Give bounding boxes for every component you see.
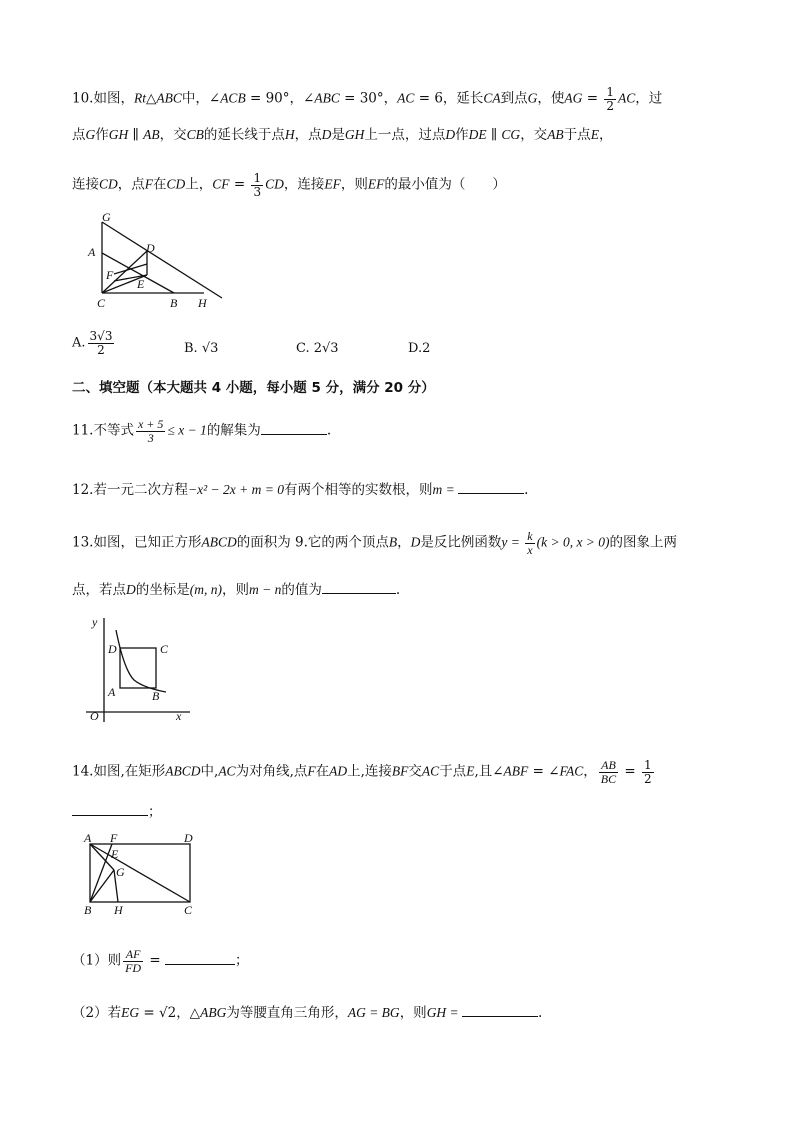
label-a: A [88, 245, 96, 259]
q13-answer-blank[interactable] [322, 581, 396, 594]
q10-line3 [72, 172, 506, 198]
q10-text: 作 [95, 127, 109, 143]
q10-de: DE [468, 127, 487, 142]
q13-text: 的坐标是 [135, 582, 190, 598]
q10-ca: CA [483, 90, 501, 106]
q10-figure [86, 212, 228, 310]
line-bf [90, 844, 112, 902]
q10-d: D [321, 127, 332, 142]
q10-text: 上， [185, 176, 213, 193]
fraction-denominator: x [527, 542, 533, 557]
q11-expression: ≤ x − 1 [167, 422, 207, 438]
q14-p1-answer-blank[interactable] [165, 952, 235, 965]
q11-fraction [136, 418, 165, 444]
line-bg [90, 870, 114, 902]
q14-bf: BF [391, 763, 409, 779]
q14-f: F [307, 763, 316, 779]
q10-g: G [85, 127, 96, 142]
q13-line1 [72, 530, 677, 556]
q12-answer-blank[interactable] [458, 481, 524, 494]
q11-line [72, 418, 331, 444]
label-e: E [111, 847, 119, 861]
fraction-numerator: AF [123, 948, 143, 962]
q10-e: E [590, 127, 599, 142]
q14-ac: AC [421, 763, 440, 779]
q10-text: = 30°， [339, 90, 398, 107]
q14-text: 交 [408, 763, 422, 780]
q10-equals: = [229, 176, 250, 193]
q10-text: 连接 [72, 176, 99, 193]
label-g: G [102, 212, 111, 224]
q10-ac: AC [617, 90, 636, 106]
q10-parallel: ∥ [128, 127, 144, 143]
q14-p1-fraction [123, 948, 143, 974]
q14-ratio-fraction [599, 759, 618, 785]
q14-value-fraction [642, 759, 654, 785]
q10-cd: CD [99, 176, 118, 192]
fraction-numerator: 1 [253, 171, 262, 185]
q14-text: 中, [200, 763, 219, 780]
q10-text: 作 [455, 127, 469, 143]
q13-b: B [388, 534, 398, 550]
q13-text: ， [397, 534, 411, 551]
option-b: B. √3 [184, 341, 219, 356]
q14-text: ,且∠ [474, 763, 504, 780]
q14-p2-text: ，则 [399, 1005, 427, 1021]
q13-text: 的面积为 9.它的两个顶点 [236, 534, 389, 551]
fraction-denominator: 2 [97, 342, 105, 357]
q10-abc: ABC [156, 90, 182, 106]
q14-text: = ∠ [528, 763, 560, 780]
fraction-numerator: 1 [606, 85, 614, 99]
q13-figure [80, 612, 200, 728]
label-g: G [116, 865, 125, 879]
q10-equals: = [582, 90, 603, 107]
q10-text: ，点 [117, 176, 145, 193]
q10-gh: GH [108, 127, 129, 142]
q10-abc: ABC [314, 90, 340, 106]
q10-text: 于点 [563, 127, 591, 143]
q14-text: 于点 [439, 763, 467, 780]
q13-text: 是反比例函数 [420, 534, 502, 551]
q13-text: 点，若点 [72, 582, 126, 598]
q13-text: 的值为 [281, 582, 322, 598]
q14-p1-text: （1）则 [72, 952, 122, 969]
fraction-numerator: 3√3 [89, 329, 113, 343]
q10-ab: AB [143, 127, 160, 142]
q10-cd: CD [265, 176, 284, 192]
q10-ac: AC [397, 90, 415, 106]
q13-abcd: ABCD [201, 534, 237, 550]
q12-line [72, 481, 528, 498]
q10-text: ，使 [537, 90, 565, 107]
q10-text: 的最小值为（ ） [384, 176, 506, 193]
q11-text: 的解集为 [206, 422, 261, 439]
label-f: F [106, 268, 114, 282]
label-d: D [146, 241, 155, 255]
q14-p2-text: （2）若 [72, 1005, 122, 1021]
q10-third-fraction [251, 172, 263, 198]
q10-cb: CB [186, 127, 204, 142]
q10-text: 上一点，过点 [364, 127, 446, 143]
q10-text: ，交 [520, 127, 548, 143]
q10-text: ， [598, 127, 613, 143]
q10-text: ，交 [159, 127, 187, 143]
q14-abg: ABG [200, 1005, 227, 1020]
q10-text: 10.如图， [72, 90, 134, 107]
fraction-denominator: 2 [644, 771, 652, 786]
q11-answer-blank[interactable] [261, 422, 327, 435]
q14-fac: FAC [559, 763, 584, 779]
q14-answer-blank[interactable] [72, 803, 148, 816]
q12-text: 12.若一元二次方程 [72, 482, 188, 498]
option-c: C. 2√3 [296, 341, 339, 356]
q14-p2-answer-blank[interactable] [462, 1004, 538, 1017]
q10-text: 是 [331, 127, 345, 143]
label-a: A [84, 834, 92, 845]
label-b: B [152, 689, 160, 703]
q10-text: ，连接 [283, 176, 325, 193]
q10-ef: EF [324, 176, 341, 192]
fraction-numerator: x + 5 [137, 417, 164, 431]
option-a-label: A. [72, 335, 86, 351]
q12-m: m = [432, 482, 459, 497]
q14-text: ， [583, 763, 597, 780]
label-x: x [176, 709, 182, 723]
q13-text: 的图象上两 [609, 534, 678, 551]
q14-text: 在 [315, 763, 330, 780]
q10-line2 [72, 128, 612, 143]
line-aux [114, 264, 147, 274]
q14-p2-text: ，△ [176, 1005, 201, 1021]
fraction-denominator: FD [125, 960, 142, 975]
q10-ab: AB [547, 127, 564, 142]
option-a-fraction [88, 330, 115, 356]
q10-text: ，过 [635, 90, 663, 107]
q10-line1 [72, 86, 662, 112]
label-h: H [114, 903, 123, 916]
label-c: C [184, 903, 193, 916]
q12-text: 有两个相等的实数根，则 [283, 482, 433, 498]
q14-p2-text: . [538, 1005, 543, 1021]
q13-condition: (k > 0, x > 0) [536, 534, 610, 550]
q10-gh: GH [344, 127, 365, 142]
q10-text: 在 [153, 176, 167, 193]
q10-text: 到点 [500, 90, 528, 107]
q14-text: 14.如图,在矩形 [72, 763, 166, 780]
label-h: H [198, 296, 207, 310]
label-b: B [170, 296, 178, 310]
q14-figure [80, 834, 198, 916]
q13-expression: m − n [249, 582, 282, 597]
q13-coordinates: (m, n) [189, 582, 222, 597]
q13-d: D [410, 534, 421, 550]
q10-text: ，点 [294, 127, 322, 143]
q13-text: ，则 [222, 582, 249, 598]
fraction-denominator: 2 [606, 98, 614, 113]
q14-part1 [72, 948, 249, 974]
q10-d: D [445, 127, 456, 142]
section-heading: 二、填空题（本大题共 4 小题，每小题 5 分，满分 20 分） [72, 380, 435, 396]
q14-abcd: ABCD [165, 763, 201, 779]
q10-half-fraction [604, 86, 616, 112]
q14-line2 [72, 803, 162, 820]
q14-part2 [72, 1004, 542, 1021]
q14-equals: = [620, 763, 641, 780]
fraction-numerator: AB [599, 759, 618, 773]
q11-text: . [326, 422, 332, 439]
label-o: O [90, 709, 99, 723]
q10-text: 点 [72, 127, 86, 143]
q14-text: 上,连接 [347, 763, 392, 780]
q10-text: = 6，延长 [414, 90, 484, 107]
q10-rt: Rt [133, 90, 146, 106]
q14-text: 为对角线,点 [235, 763, 308, 780]
q14-text: ； [148, 804, 162, 820]
fraction-numerator: k [527, 529, 533, 543]
label-a: A [108, 685, 116, 699]
fraction-denominator: BC [600, 771, 617, 786]
label-b: B [84, 903, 92, 916]
label-d: D [184, 834, 193, 845]
label-c: C [97, 296, 106, 310]
q14-ac: AC [218, 763, 236, 779]
q13-y: y = [501, 534, 524, 550]
q13-text: . [395, 582, 401, 598]
q14-e: E [466, 763, 475, 779]
q14-gh: GH = [426, 1005, 463, 1020]
label-f: F [110, 834, 118, 845]
q10-text: = 90°，∠ [245, 90, 315, 107]
q11-text: 11.不等式 [72, 422, 134, 439]
q13-d: D [126, 582, 136, 597]
q10-parallel: ∥ [486, 127, 502, 143]
label-d: D [108, 642, 117, 656]
q10-cg: CG [501, 127, 521, 142]
q10-ef: EF [367, 176, 385, 192]
q10-h: H [284, 127, 295, 142]
q10-cd: CD [166, 176, 186, 192]
q14-eg: EG [121, 1005, 140, 1020]
option-d: D.2 [408, 341, 431, 356]
q12-equation: −x² − 2x + m = 0 [187, 482, 284, 497]
q13-text: 13.如图，已知正方形 [72, 534, 202, 551]
q10-text: 的延长线于点 [203, 127, 285, 143]
fraction-numerator: 1 [644, 758, 652, 772]
q10-g: G [527, 90, 538, 106]
q14-equals: = [145, 952, 165, 969]
q14-p2-text: 为等腰直角三角形， [226, 1005, 348, 1021]
q10-ag: AG [564, 90, 583, 106]
diagonal-ac [90, 844, 190, 902]
q10-triangle-symbol: △ [145, 90, 157, 107]
q14-ad: AD [329, 763, 348, 779]
q13-line2 [72, 581, 400, 598]
fraction-denominator: 3 [147, 430, 154, 445]
q12-text: . [524, 482, 529, 498]
inverse-curve [116, 630, 166, 692]
q10-text: 中，∠ [181, 90, 221, 107]
q13-k-over-x [525, 530, 534, 556]
q10-acb: ACB [220, 90, 246, 106]
q14-p1-text: ； [235, 952, 249, 969]
label-e: E [137, 277, 145, 291]
q14-p2-text: = √2 [139, 1005, 177, 1021]
fraction-denominator: 3 [253, 184, 262, 199]
label-y: y [92, 615, 98, 629]
q14-ag-bg: AG = BG [347, 1005, 400, 1020]
q14-abf: ABF [503, 763, 529, 779]
q10-f: F [144, 176, 154, 192]
q14-line1 [72, 759, 656, 785]
option-a [72, 330, 116, 356]
label-c: C [160, 642, 169, 656]
q10-cf: CF [212, 176, 230, 192]
q10-text: ，则 [340, 176, 368, 193]
